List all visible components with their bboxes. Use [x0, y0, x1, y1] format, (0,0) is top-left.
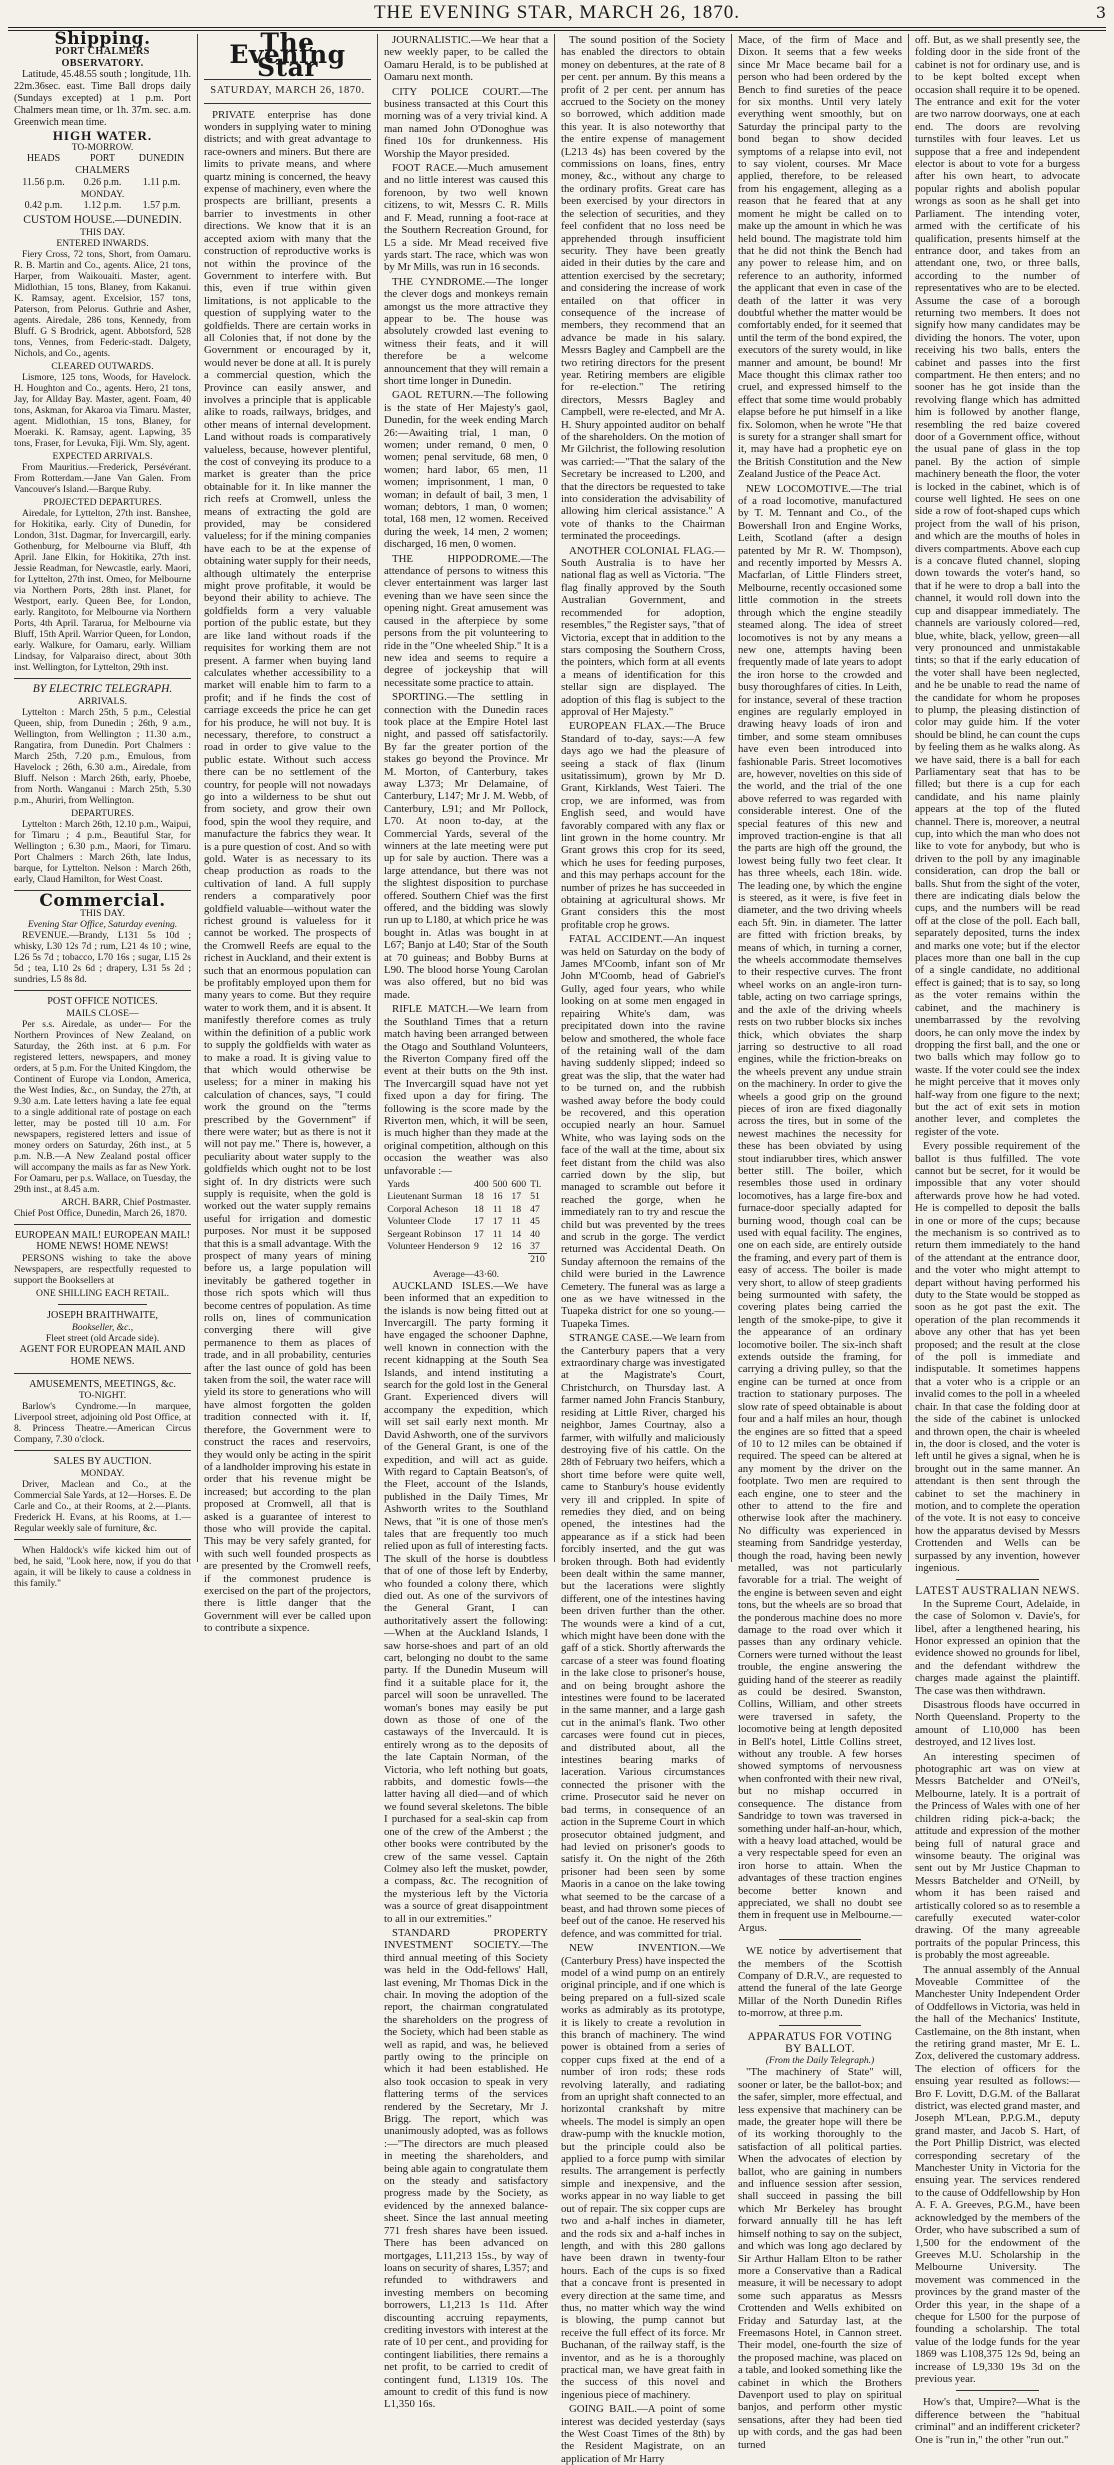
yards-head: Tl.: [530, 1178, 542, 1190]
tide-cell: 1.12 p.m.: [83, 199, 122, 211]
divider: [14, 1539, 191, 1540]
tide-cell: 11.56 p.m.: [22, 176, 65, 188]
table-row: [385, 1241, 547, 1254]
tide-cell: 0.26 p.m.: [83, 176, 122, 188]
colonial-flag-item: ANOTHER COLONIAL FLAG.—South Australia is to have her national flag as well as Victoria. "The flag finally approved by the South Australian Government, and recommended for adoption, resembles," the Register says, "that of Victoria, except that in addition to the stars composing the Southern Cross, the pointers, which form at all events a means of identification for this stellar sign are displayed. The adoption of this flag is subject to the approval of Her Majesty.": [561, 544, 725, 718]
apparatus-source: (From the Daily Telegraph.): [765, 2055, 875, 2067]
masthead: [0, 0, 1114, 26]
divider: [779, 1939, 861, 1940]
rifle-score: 18: [511, 1203, 522, 1215]
umpire-joke: How's that, Umpire?—What is the difference between the "habitual criminal" and an indifferent cricketer? One is "run in," the other "run out.": [915, 2396, 1080, 2446]
post-office-heading: POST OFFICE NOTICES.: [47, 995, 158, 1007]
column-6: [909, 34, 1086, 2446]
table-row: [385, 1254, 547, 1267]
rifle-total: 210: [530, 1254, 545, 1266]
post-office-text: Per s.s. Airedale, as under— For the Northern Provinces of New Zealand, on Saturday, the 26th inst. at 6 p.m. For registered letters, newspapers, and money orders, at 5 p.m. For the United Kingdom, the Continent of Europe via London, America, the West Indies, &c., on Sunday, the 27th, at 9.30 a.m. Late letters having a late fee equal to a single additional rate of postage on each letter, may be posted till 10 a.m. For newspapers, registered letters and issue of money orders on Saturday, 26th inst., at 5 p.m. N.B.—A New Zealand postal officer will accompany the mails as far as New York. For Oamaru, per p.s. Wallace, on Tuesday, the 29th inst., at 8.45 a.m.: [14, 1018, 191, 1195]
rifle-name: Corporal Acheson: [387, 1203, 459, 1215]
divider: [14, 990, 191, 991]
telegraph-heading: BY ELECTRIC TELEGRAPH.: [32, 683, 173, 696]
monday-label: MONDAY.: [80, 188, 125, 200]
commercial-office: Evening Star Office, Saturday evening.: [27, 918, 178, 930]
sales-heading: SALES BY AUCTION.: [53, 1456, 152, 1468]
table-row: [385, 1216, 547, 1228]
commercial-heading: Commercial.: [39, 890, 166, 911]
auckland-isles-item: AUCKLAND ISLES.—We have been informed that an expedition to the islands is now being fitted out at Invercargill. The party forming it have engaged the schooner Daphne, well known in connection with the recent kidnapping at the South Sea Islands, and intend instituting a search for the gold lost in the General Grant. Experienced divers will accompany the expedition, which will set sail early next month. Mr David Ashworth, one of the survivors of the General Grant, is one of the expedition, and will act as guide. With regard to Captain Beatson's, of the Fleet, account of the Islands, published in the Daily Times, Mr Ashworth writes to the Southland News, that "it is one of those men's tales that are frequently too much relied upon as full of interesting facts. The skull of the horse is doubtless that of one of those left by Enderby, who founded a colony there, which died out. As one of the survivors of the General Grant, I can authoritatively assert the following:—When at the Auckland Islands, I saw horse-shoes and part of an old cart, belonging no doubt to the same party. If the Dunedin Museum will find it a suitable place for it, the parcel will soon be unravelled. The woman's bones may easily be put down as those of one of the castaways of the Invercauld. It is entirely wrong as to the deposits of the late Captain Norman, of the Victoria, who left nothing but goats, rabbits, and domestic fowls—the latter having all died—and of which we found several skeletons. The bible I purchased for a seal-skin cap from one of the crew of the Amberst ; the other books were contributed by the crew of the same vessel. Captain Colmey also left the musket, powder, a compass, &c. The recognition of the mysterious left by the Victoria was a source of great disappointment to all in our extremities.": [384, 1279, 549, 1925]
strange-case-item: STRANGE CASE.—We learn from the Canterbury papers that a very extraordinary charge was investigated at the Magistrate's Court, Christchurch, on Thursday last. A farmer named John Francis Stanbury, residing at Little River, charged his neighbor, James Courtnay, also a farmer, with wilfully and maliciously destroying five of his cattle. On the 28th of February two heifers, which a short time before were quite well, came to Stanbury's house evidently very ill and crippled. In spite of remedies they died, and on being opened, the intestines had the appearance as if a stick had been forcibly inserted, and the gut was broken through. Both had evidently been dealt within the same manner, but the lacerations were slightly different, one of the intestines having been driven further than the other. The wounds were a kind of a cut, which might have been done with the gaff of a stick. Shortly afterwards the carcase of a steer was found floating in the lake close to prisoner's house, and on being brought ashore the intestines were found to be lacerated in the same manner, and a large gash cut in the animal's flank. Two other carcases were found cut in pieces, and distributed about, all the intestines bearing marks of laceration. Various circumstances connected the prisoner with the crime. Prosecutor said he never on bad terms, in consequence of an action in the Supreme Court in which prosecutor obtained judgment, and had levied on prisoner's goods to satisfy it. On the night of the 26th prisoner had been seen by some Maoris in a canoe on the lake towing what seemed to be the carcase of a beast, and had thrown some pieces of beef out of the canoe. He reserved his defence, and was committed for trial.: [561, 1332, 725, 1940]
rifle-name: Volunteer Clode: [387, 1216, 451, 1228]
tide-heads: [14, 153, 191, 177]
this-day-label: THIS DAY.: [80, 227, 125, 239]
rifle-score: 16: [492, 1191, 503, 1203]
rifle-score: 17: [492, 1216, 503, 1228]
divider: [956, 2390, 1039, 2391]
standard-property-item: STANDARD PROPERTY INVESTMENT SOCIETY.—The third annual meeting of this Society was held in the Odd-fellows' Hall, last evening, Mr Thomas Dick in the chair. In moving the adoption of the report, the chairman congratulated the shareholders on the progress of the Society, which had been stable as well as rapid, and was, he believed partly owing to the principle on which it had been established. He also took occasion to speak in very flattering terms of the services rendered by the Secretary, Mr J. Brigg. The report, which was unanimously adopted, was as follows :—"The directors are much pleased in meeting the shareholders, and being able again to congratulate them on the steady and satisfactory progress made by the Society, as evidenced by the annexed balance-sheet. Since the last annual meeting 771 fresh shares have been issued. There has been advanced on mortgages, L11,213 15s., by way of loans on security of shares, L357; and refunded to withdrawers and investing members on becoming borrowers, L1,213 1s 11d. After discounting accruing repayments, crediting investors with interest at the rate of 10 per cent., and providing for contingent liabilities, there remains a net profit, to be carried to credit of contingent fund, L1319 10s. The amount to credit of this fund is now L1,350 16s.: [384, 1926, 549, 2411]
cleared-text: Lismore, 125 tons, Woods, for Havelock. H. Houghton and Co., agents. Hero, 21 tons, Jay, for Allday Bay. Master, agent. Foam, 40 tons, Askman, for Akaroa via Timaru. Master, agent. Midlothian, 15 tons, Blaney, for Moeraki. K. Ramsay, agent. Lapwing, 35 tons, Fraser, for Levuka, Fiji. Wm. Sly, agent.: [14, 372, 191, 450]
masthead-title: THE EVENING STAR, MARCH 26, 1870.: [373, 2, 741, 23]
rifle-score: 11: [492, 1203, 503, 1215]
departures-heading: DEPARTURES.: [71, 807, 134, 819]
high-water-heading: HIGH WATER.: [52, 128, 153, 144]
observatory-heading: PORT CHALMERS OBSERVATORY.: [55, 45, 150, 69]
rifle-score: 11: [492, 1228, 503, 1240]
issue-date: SATURDAY, MARCH 26, 1870.: [210, 85, 365, 97]
divider: [14, 678, 191, 679]
rifle-score: 47: [530, 1203, 540, 1215]
rifle-score: 51: [530, 1191, 540, 1203]
ballot-conclusion: Every possible requirement of the ballot is thus fulfilled. The vote cannot but be secret, for it would be impossible that any voter should afterwards prove how he had voted. He is compelled to deposit the balls in one or more of the cups; because the mechanism is so contrived as to return them immediately to the hand of the attendant at the entrance door, and the voter who might attempt to depart without having performed his duty to the State would be stopped as soon as he got past the exit. The operation of the plan recommends it above any other that has yet been proposed; and the result at the close of the poll is immediate and indisputable. It sometimes happens that a voter who is a cripple or an invalid comes to the poll in a wheeled chair. In that case the folding door at the side of the cabinet is unlocked and thrown open, the chair is wheeled in, the door is closed, and the voter is left until he gives a signal, when he is brought out in the same manner. An attendant is then sent through the cabinet to set the machinery in motion, and to complete the operation of the vote. It is not easy to conceive how the apparatus devised by Messrs Crottenden and Wells can be surpassed by any invention, however ingenious.: [915, 1140, 1080, 1574]
column-5: [732, 34, 909, 2451]
entered-text: Fiery Cross, 72 tons, Short, from Oamaru. R. B. Martin and Co., agents. Alice, 21 tons, Harper, from Waikouaiti. Master, agent. Midlothian, 15 tons, Blaney, from Kakanui. K. Ramsay, agent. Excelsior, 157 tons, Paterson, from Pelorus. Guthrie and Asher, agents. Airedale, 286 tons, Kennedy, from Bluff. G S Brodrick, agent. Abbotsford, 528 tons, Vennes, from Federic-stadt. Dalgety, Nichols, and Co., agents.: [14, 249, 191, 360]
divider: [14, 1224, 191, 1225]
top-rule-thin: [8, 30, 1106, 31]
divider: [14, 1450, 191, 1451]
tide-cell: 1.57 p.m.: [142, 199, 181, 211]
cyndrome-item: THE CYNDROME.—The longer the clever dogs and monkeys remain amongst us the more attractive they appear to be. The house was absolutely crowded last evening to witness their feats, and it will therefore be a welcome announcement that they will remain a short time longer in Dunedin.: [384, 275, 548, 387]
divider: [204, 103, 371, 104]
arrivals-text: Lyttelton : March 25th, 5 p.m., Celestial Queen, ship, from Dunedin ; 26th, 9 a.m., Wellington, from Wellington ; 11.30 a.m., Rangatira, from Dunedin. Port Chalmers : March 25th, 7.20 p.m., Emulous, from Havelock ; 26th, 6.30 a.m., Airedale, from Bluff. Nelson : March 26th, early, Phoebe, from North. Wanganui : March 25th, 5.30 p.m., Ahuriri, from Wellington.: [14, 706, 191, 806]
persons-text: PERSONS wishing to take the above Newspapers, are respectfully requested to support the Booksellers at: [14, 1253, 191, 1287]
tide-cell: 1.11 p.m.: [142, 176, 181, 188]
yards-head: 600: [511, 1178, 527, 1190]
table-row: [385, 1191, 547, 1203]
amusements-heading: AMUSEMENTS, MEETINGS, &c.: [29, 1378, 176, 1390]
column-3: [378, 34, 555, 2411]
columns: [8, 28, 1106, 2465]
commercial-day: THIS DAY.: [80, 907, 125, 919]
yards-head: 500: [492, 1178, 508, 1190]
police-court-item: CITY POLICE COURT.—The business transacted at this Court this morning was of a very trivial kind. A man named John O'Donoghue was fined 10s for drunkenness. His Worship the Mayor presided.: [384, 85, 548, 160]
tonight-label: TO-NIGHT.: [78, 1390, 127, 1402]
apparatus-heading: APPARATUS FOR VOTING BY BALLOT.: [747, 2030, 893, 2055]
latest-news-heading: LATEST AUSTRALIAN NEWS.: [915, 1585, 1080, 1598]
divider: [956, 1579, 1039, 1580]
table-row: [385, 1204, 547, 1216]
journalistic-item: JOURNALISTIC.—We hear that a new weekly paper, to be called the Oamaru Herald, is to be published at Oamaru next month.: [384, 34, 548, 84]
latest-news-item: Disastrous floods have occurred in North Queensland. Property to the amount of L10,000 has been destroyed, and 12 lives lost.: [915, 1699, 1080, 1749]
divider: [779, 2025, 861, 2026]
rifle-average: Average—43·60.: [432, 1268, 500, 1280]
shilling-line: ONE SHILLING EACH RETAIL.: [36, 1288, 169, 1300]
amusements-text: Barlow's Cyndrome.—In marquee, Liverpool street, adjoining old Post Office, at 8. Princess Theatre.—American Circus Company, 7.30 o'clock.: [14, 1401, 191, 1446]
rifle-score: 45: [530, 1216, 540, 1228]
expected-heading: EXPECTED ARRIVALS.: [52, 451, 153, 463]
tide-head: PORT CHALMERS: [75, 153, 130, 176]
commercial-text: REVENUE.—Brandy, L131 5s 10d ; whisky, L30 12s 7d ; rum, L21 4s 10 ; wine, L26 5s 7d ; tobacco, L70 16s ; sugar, L15 2s 5d ; tea, L10 2s 6d ; drapery, L31 5s 2d ; sundries, L5 8s 8d.: [14, 929, 191, 985]
latest-news-item: An interesting specimen of photographic art was on view at Messrs Batchelder and O'Neil's, Melbourne, lately. It is a portrait of the Princess of Wales with one of her children riding pick-a-back; the attitude and expression of the mother being full of natural grace and winsome beauty. The original was sent out by Mr Justice Chapman to Messrs Batchelder and O'Neill, by whom it has been raised and artistically colored so as to resemble a carefully executed water-color drawing. Of the many agreeable portraits of the popular Princess, this is probably the most agreeable.: [915, 1750, 1080, 1962]
leader-article: PRIVATE enterprise has done wonders in supplying water to mining districts; and with great advantage to race-owners and miners. But there are limits to private means, and where quartz mining is concerned, the heavy expense of machinery, even where the prospects are brilliant, presents a barrier to investments in other directions. We know that it is an accepted axiom with many that the construction of reproductive works is not within the province of the Government to interfere with. But this, even if true within given limitations, is not applicable to the question of supplying water to the goldfields. There are certain works in all Colonies that, if not done by the Government or encouraged by it, would never be done at all. It is purely a commercial question, which the Province can easily answer, and involves a principle that is applicable alike to roads, railways, bridges, and other means of internal development. Land without roads is comparatively valueless, because, however plentiful, the cost of conveying its produce to a market is greater than the price obtainable for it. In like manner the rich reefs at Cromwell, unless the means of extracting the gold are provided, may be considered valueless; for if the mining companies have each to be at the expense of obtaining water supply for their needs, although ultimately the enterprise might prove profitable, it would be beyond their ability to achieve. The goldfields form a very valuable portion of the public estate, but they are like land without roads if the requisites for working them are not present. A farmer when buying land calculates whether accessibility to a market will enable him to farm to a profit; and if he finds the cost of carriage exceeds the price he can get for his produce, he will not buy. It is necessary, therefore, to construct a road in order to give value to the public estate. Without such access there can be no settlement of the country, for people will not nowadays go into a wilderness to be shut out from society, and grow their own food, spin the wool they require, and manufacture the fabrics they wear. It is a pure question of cost. And so with gold. Water is as necessary to its cheap production as roads to the cultivation of land. A full supply renders a comparatively poor goldfield valuable—without water the richest ground is valueless for it cannot be worked. The prospects of the Cromwell Reefs are equal to the richest in Auckland, and their extent is such that an enormous population can be profitably employed upon them for many years to come. But they require water to work them, and it is absent. It manifestly therefore comes as truly within the definition of a public work to supply the goldfields with water as to make a road. It is giving value to that which would otherwise be useless; for a miner in making his calculation of chances, says, "I could work the ground on the "terms prescribed by the Government" if there were water; but as there is not it will not pay me." There is, however, a peculiarity about water supply to the goldfields which ought not to be lost sight of. In dry districts were such supply is requisite, when the gold is worked out the water supply remains useful for irrigation and domestic purposes. Nor must it be supposed that this is a small advantage. With the prospect of many years of mining before us, a large population will inevitably be gathered together in those rich spots which will thus become centres of population. As time rolls on, lines of communication converging there will give permanence to them as places of trade, and in all probability, centuries after the last ounce of gold has been taken from the soil, the water race will yield its store to generations who will have almost forgotten the golden tradition connected with it. If, therefore, the Government were to construct the races and reservoirs, they would only be acting in the spirit of a landholder improving his estate in order that his revenue might be increased; but according to the plan proposed at Cromwell, all that is asked is a guarantee of interest to those who will provide the capital. This may be very safely granted, for with such well founded prospects as are presented by the Cromwell reefs, if the commonest prudence is exercised on the part of the projectors, there is little danger that the Government will ever be called upon to contribute a sixpence.: [204, 108, 371, 1635]
divider: [14, 1373, 191, 1374]
observatory-text: Latitude, 45.48.55 south ; longitude, 11h. 22m.36sec. east. Time Ball drops daily (Sundays excepted) at 1 p.m. Port Chalmers mean time, or 1h. 37m. sec. a.m. Greenwich mean time.: [14, 69, 191, 128]
ballot-continued: off. But, as we shall presently see, the folding door in the side front of the cabinet is not for ordinary use, and is to be kept bolted except when occasion shall require it to be opened. The entrance and exit for the voter are two narrow doorways, one at each end. The doors are revolving turnstiles with four leaves. Let us suppose that a free and independent elector is about to vote for a burgess after his own heart, to advocate popular rights and abolish popular wrongs as soon as he shall get into Parliament. The intending voter, armed with the certificate of his qualification, presents himself at the entrance door, and takes from an attendant one, two, or three balls, according to the number of representatives who are to be elected. Assume the case of a borough returning two members. It does not signify how many candidates may be dividing the honors. The voter, upon receiving his two balls, enters the cabinet and passes into the first compartment. He then enters; and no sooner has he got inside than the revolving flange which has admitted him is followed by another flange, resembling the red baize covered door of a Government office, without the usual pane of glass in the top panel. By the action of simple machinery beneath the floor, the voter is locked in the cabinet, which is of course well lighted. He sees on one side a row of foot-shaped cups which project from the wall of his prison, and which are the mouths of holes in divers compartments. Above each cup is a concave fluted channel, sloping down towards the voter's hand, so that if he were to drop a ball into the channel, it would roll down into the cup and disappear immediately. The channels are variously colored—red, blue, white, black, yellow, green—all very pronounced and unmistakable tints; so that if the early education of the voter shall have been neglected, and he be unable to read the name of the candidate for whom he proposes to plump, the pleasing distinction of color may guide him. If the voter should be blind, he can count the cups by feeling them as he walks along. As we have said, there is a ball for each Parliamentary seat that has to be filled; but there is a cup for each candidate, and his name plainly appears at the top of the fluted channel. There is, moreover, a neutral cup, into which the man who does not like to vote for anybody, but who is driven to the poll by any imaginable consideration, can drop the ball or balls. Shut from the sight of the voter, there are indicating dials below the cups, and the numbers will be read off at the close of the poll. Each ball, separately deposited, turns the index and marks one vote; but if the elector places more than one ball in the cup of a single candidate, no additional effect is gained; that is to say, so long as the voter remains within the cabinet, and the machinery is unembarrassed by the revolving doors, he can only move the index by dropping the first ball, and the one or two balls which may follow go to waste. If the voter could see the index he might perceive that it moves only half-way from one figure to the next; but the act of exit sets in motion another lever, and completes the register of the vote.: [915, 34, 1080, 1138]
apparatus-article: "The machinery of State" will, sooner or later, be the ballot-box; and the safer, simpler, more effectual, and less expensive that machinery can be made, the greater hope will there be of its working thoroughly to the satisfaction of all political parties. When the advocates of election by ballot, who are gaining in numbers and influence session after session, shall succeed in passing the bill which Mr Berkeley has brought forward annually till he has left himself nothing to say on the subject, and which was long ago declared by Sir Arthur Hallam Elton to be rather more a Conservative than a Radical measure, it will be necessary to adopt some such apparatus as Messrs Crottenden and Wells exhibited on Friday and Saturday last, at the Freemasons Hotel, in Cannon street. Their model, one-fourth the size of the proposed machine, was placed on a table, and looked something like the cabinet in which the Brothers Davenport used to play on spiritual banjos, and perform other mystic sensations, after they had been tied up with cords, and the gas had been turned: [738, 2066, 903, 2451]
rifle-score: 37: [530, 1241, 540, 1252]
sporting-item: SPORTING.—The settling in connection with the Dunedin races took place at the Empire Hotel last night, and passed off satisfactorily. By far the greater portion of the stakes go beyond the Province. Mr M. Morton, of Canterbury, takes away L373; Mr Delamaine, of Canterbury, L147; Mr J. M. Webb, of Canterbury, L91; and Mr Pollock, L70. At noon to-day, at the Commercial Yards, several of the winners at the late meeting were put up for sale by auction. There was a large attendance, but there was not the slightest disposition to purchase offered. Southern Chief was the first offered, and the bidding was slowly run up to L180, at which price he was bought in. Atlas was bought in at L67; Banjo at L40; Star of the South at 70 guineas; and Bobby Burns at L90. The blood horse Young Carolan was also offered, but no bid was made.: [384, 691, 548, 1001]
haldock-text: When Haldock's wife kicked him out of bed, he said, "Look here, now, if you do that again, it will be likely to cause a coldness in this family.": [14, 1545, 191, 1590]
mails-close-label: MAILS CLOSE—: [66, 1007, 139, 1019]
gaol-return-item: GAOL RETURN.—The following is the state of Her Majesty's gaol, Dunedin, for the week ending March 26:—Awaiting trial, 1 man, 0 women; under remand, 0 men, 0 women; penal servitude, 68 men, 0 women; hard labor, 65 men, 11 women; imprisonment, 1 man, 0 woman; in default of bail, 3 men, 1 woman; debtors, 1 man, 0 women; total, 168 men, 12 women. Received during the week, 14 men, 2 women; discharged, 16 men, 0 women.: [384, 389, 548, 551]
entered-heading: ENTERED INWARDS.: [56, 238, 149, 250]
rifle-score: 16: [511, 1241, 522, 1253]
arrivals-heading: ARRIVALS.: [77, 695, 128, 707]
tide-cell: 0.42 p.m.: [24, 199, 63, 211]
latest-news-item: The annual assembly of the Annual Moveable Committee of the Manchester Unity Independent Order of Oddfellows in Victoria, was held in the hall of the Mechanics' Institute, Castlemaine, on the 8th instant, when the retiring grand master, Mr E. L. Zox, delivered the customary address. The election of officers for the ensuing year resulted as follows:—Bro F. Lovitt, D.G.M. of the Ballarat district, was elected grand master, and Joseph M'Lean, P.P.G.M., deputy grand master, and Jacob S. Hart, of the Port Phillip District, was elected corresponding secretary of the Manchester Unity in Victoria for the ensuing year. The services rendered to the cause of Oddfellowship by Hon A. F. A. Greeves, P.G.M., have been acknowledged by the members of the Order, who have subscribed a sum of 1,500 for the endowment of the Greeves M.U. Scholarship in the Melbourne University. The movement was commenced in the provinces by the grand master of the Order this year, in the shape of a cheque for L500 for the purpose of founding a scholarship. The total value of the lodge funds for the year 1869 was L108,375 12s 9d, being an increase of L9,330 19s 3d on the previous year.: [915, 1963, 1080, 2385]
post-signature: ARCH. BARR, Chief Postmaster.: [60, 1196, 191, 1208]
yards-head: 400: [474, 1178, 489, 1190]
rifle-score-table: [385, 1179, 547, 1267]
rifle-score: 14: [511, 1228, 522, 1240]
rifle-score: 18: [474, 1203, 484, 1215]
braithwaite-name: JOSEPH BRAITHWAITE,: [47, 1310, 158, 1322]
rifle-score: 17: [474, 1216, 484, 1228]
latest-news-item: In the Supreme Court, Adelaide, in the case of Solomon v. Davie's, for libel, after a lengthened hearing, his Honor expressed an opinion that the evidence showed no grounds for libel, and the defendant withdrew the charges made against the plaintiff. The case was then withdrawn.: [915, 1597, 1080, 1697]
bookseller-line: Bookseller, &c.,: [71, 1321, 134, 1333]
tide-head: DUNEDIN: [138, 153, 185, 165]
hippodrome-item: THE HIPPODROME.—The attendance of persons to witness this clever entertainment was larger last evening than we have seen since the opening night. Great amusement was caused in the afterpiece by some persons from the pit volunteering to ride in the "One wheeled Ship." It is a new idea and seems to require a degree of jockeyship that will necessitate some practice to attain.: [384, 552, 548, 689]
page-number: 3: [1095, 3, 1106, 22]
going-bail-item: GOING BAIL.—A point of some interest was decided yesterday (says the West Coast Times of the 8th) by the Resident Magistrate, on an application of Mr Harry: [561, 2403, 725, 2465]
rifle-score: 17: [511, 1191, 522, 1203]
agent-line: AGENT FOR EUROPEAN MAIL AND HOME NEWS.: [19, 1343, 186, 1367]
bail-continued: Mace, of the firm of Mace and Dixon. It seems that a few weeks since Mr Mace became bail for a person who had been ordered by the Bench to find sureties of the peace for six months. Until very lately everything went smoothly, but on Saturday the principal party to the bond began to show decided symptoms of a relapse into evil, not to say violent, courses. Mr Mace applied, therefore, to be released from his engagement, alleging as a reason that he feared that at any moment he might be called on to make up the amount in which he was held bound. The magistrate told him that he did not think the Bench had any power to release him, and on reference to an authority, informed the applicant that even in case of the death of the latter it was very doubtful whether the matter would be comfortably ended, for it seemed that until the term of the bond expired, the executors of the surety would, in like manner and amount, be bound! Mr Mace thought this climax rather too cruel, and expressed himself to the effect that some time would probably elapse before he put himself in a like fix. Solomon, when he wrote "He that is surety for a stranger shall smart for it, may have had a prophetic eye on the British Constitution and the New Zealand Justice of the Peace Act.: [738, 34, 902, 481]
tide-row: [14, 177, 191, 189]
post-office-date: Chief Post Office, Dunedin, March 26, 1870.: [14, 1207, 188, 1219]
sales-monday-label: MONDAY.: [80, 1468, 125, 1480]
projected-heading: PROJECTED DEPARTURES.: [43, 497, 162, 509]
rifle-name: Sergeant Robinson: [387, 1228, 462, 1240]
fatal-accident-item: FATAL ACCIDENT.—An inquest was held on Saturday on the body of James M'Coomb, infant son of Mr John M'Coomb, head of Gabriel's Gully, aged four years, who while looking on at some men engaged in repairing White's dam, was precipitated down into the ravine below and smothered, the whole face of the retaining wall of the dam having suddenly slipped; indeed so great was the slip, that the water had to be turned on, and the rubbish washed away before the body could be recovered, and this operation occupied nearly an hour. Samuel White, who was laying sods on the face of the wall at the time, about six feet distant from the child was also carried down by the slip, but managed to scramble out before it reached the gorge, when he immediately ran to try and rescue the child but was prevented by the trees and scrub in the gorge. The verdict returned was Accidental Death. On Sunday afternoon the remains of the child were buried in the Lawrence Cemetery. The funeral was as large a one as we have witnessed in the Tuapeka district for one so young.—Tuapeka Times.: [561, 933, 725, 1330]
european-flax-item: EUROPEAN FLAX.—The Bruce Standard of to-day, says:—A few days ago we had the pleasure of seeing a stack of flax (linum usitatissimum), grown by Mr D. Grant, Kirklands, West Taieri. The crop, we are informed, was from English seed, and would have favorably compared with any flax or lint grown in the home country. Mr Grant grows this crop for its seed, which he uses for feeding purposes, and this may perhaps account for the number of prizes he has succeeded in obtaining at agricultural shows. Mr Grant considers this the most profitable crop he grows.: [561, 720, 725, 931]
fleet-street-line: Fleet street (old Arcade side).: [45, 1332, 160, 1344]
tide-head: HEADS: [26, 153, 61, 165]
rifle-name: Volunteer Henderson: [387, 1241, 470, 1253]
shipping-heading: Shipping.: [54, 29, 151, 49]
rifle-score: 18: [474, 1191, 484, 1203]
departures-text: Lyttelton : March 26th, 12.10 p.m., Waipui, for Timaru ; 4 p.m., Beautiful Star, for Wellington ; 6.30 p.m., Maori, for Timaru. Port Chalmers : March 26th, late Indus, barque, for Lyttelton. Nelson : March 26th, early, Claud Hamilton, for West Coast.: [14, 818, 191, 885]
rifle-score: 9: [474, 1241, 479, 1253]
expected-text: From Mauritius.—Frederick, Persévérant. From Rotterdam.—Jane Van Galen. From Vancouver's Island.—Barque Ruby.: [14, 462, 191, 496]
new-locomotive-item: NEW LOCOMOTIVE.—The trial of a road locomotive, manufactured by T. M. Tennant and Co., of the Bowershall Iron and Engine Works, Leith, Scotland (after a design patented by Mr R. W. Thompson), and recently imported by Messrs A. Macfarlan, of Little Flinders street, Melbourne, recently occasioned some little commotion in the streets through which the engine steadily steamed along. The idea of street locomotives is not by any means a new one, attempts having been frequently made of late years to adopt the iron horse to the crowded and busy thoroughfares of cities. In Leith, for instance, several of these traction engines are regularly employed in drawing heavy loads of iron and timber, and some steam omnibuses have even been introduced into fashionable Paris. Street locomotives are, however, novelties on this side of the world, and the trial of the one above referred to was regarded with considerable interest. One of the special features of this new and improved traction-engine is that all the parts are high off the ground, the lowest being fully two feet clear. It has three wheels, each 18in. wide. The leading one, by which the engine is steered, as it were, is five feet in diameter, and the two driving wheels each 5ft. 9in. in diameter. The latter are fitted with friction breaks, by means of which, in turning a corner, the wheels accommodate themselves to their respective curves. The front wheel works on an angle-iron turn-table, acting on two carriage springs, and the axle of the driving wheels rests on two rubber blocks six inches thick, which obviates the sharp jarring so destructive to all road engines, while the friction-breaks on the wheels prevent any undue strain on the machinery. In order to give the wheels a good grip on the ground pieces of iron are fixed diagonally across the tires, but in some of the newest machines the necessity for these has been obviated by using stout indiarubber tires, which answer better still. The boiler, which resembles those used in ordinary locomotives, has a large fire-box and furnace-door specially adapted for burning wood, though coal can be used with equal facility. The engines, one on each side, are entirely outside the framing, and every part of them is easy of access. The boiler is made very short, to allow of steep gradients being surmounted with safety, the covering plates being carried the length of the smoke-pipe, to give it the appearance of an ordinary locomotive boiler. The six-inch shaft extends outside the framing, for carrying a driving pulley, so that the engine can be turned at once from traction to stationary purposes. The slow rate of speed obtainable is about four and a half miles an hour, though the engines are so fitted that a speed of 10 to 12 miles can be obtained if required. The speed can be altered at any moment by the driver on the footplate. Two men are required to each engine, one to steer and the other to attend to the fire and otherwise look after the machinery. No difficulty was experienced in steaming from Sandridge yesterday, though the road, having been newly metalled, was not particularly favorable for a trial. The weight of the engine is between seven and eight tons, but the wheels are so broad that the ponderous machine does no more damage to the road over which it passes than any ordinary vehicle. Corners were turned without the least trouble, the engine answering the guiding hand of the steerer as readily as could be desired. Swanston, Collins, William, and other streets were traversed in safety, the locomotive being at length deposited in Bell's hotel, Little Collins street, without any trouble. A few horses showed symptoms of nervousness when confronted with their new rival, but no mishap occurred in consequence. The distance from Sandridge to town was traversed in something under half-an-hour, which, with a heavy load attached, would be a very respectable speed for even an iron horse to attain. When the advantages of these traction engines become better known and appreciated, we shall no doubt see them in frequent use in Melbourne.—Argus.: [738, 482, 902, 1934]
table-row: [385, 1229, 547, 1241]
rifle-score: 40: [530, 1228, 540, 1240]
tide-row: [14, 200, 191, 212]
newspaper-logo: The Evening Star: [229, 28, 346, 82]
projected-text: Airedale, for Lyttelton, 27th inst. Banshee, for Hokitika, early. City of Dunedin, for London, 31st. Dagmar, for Invercargill, early. Gothenburg, for Melbourne via Bluff, 4th April. Jane Elkin, for Hokitika, 27th inst. Jessie Readman, for Newcastle, early. Maori, for Lyttelton, 27th inst. Omeo, for Melbourne via Northern Ports, 28th inst. Planet, for Westport, early. Queen Bee, for London, early. Rangitoto, for Melbourne via Northern Ports, 4th April. Tararua, for Melbourne via Bluff, 15th April. Warrior Queen, for London, early. Walkure, for Oamaru, early. William Lindsay, for Valparaiso direct, about 30th inst. Wellington, for Lyttelton, 29th inst.: [14, 508, 191, 674]
column-1: [8, 29, 198, 1590]
new-invention-item: NEW INVENTION.—We (Canterbury Press) have inspected the model of a wind pump on an entirely original principle, and if one which is being prepared on a full-sized scale works as admirably as its prototype, it is likely to create a revolution in this branch of machinery. The wind power is obtained from a series of copper cups fixed at the end of a number of iron rods; these rods revolving laterally, and radiating from an upright shaft connected to an horizontal crankshaft by mitre wheels. The model is simply an open draw-pump with the knuckle motion, but the principle could also be applied to a force pump with similar results. The arrangement is perfectly simple and inexpensive, and the works appear in no way liable to get out of repair. The six copper cups are two and a-half inches in diameter, and the rods six and a-half inches in length, and with this 280 gallons have been drawn in twenty-four hours. Each of the cups is so fixed that a concave front is presented in every direction at the same time, and thus, no matter which way the wind is blowing, the pump cannot but receive the full effect of its force. Mr Buchanan, of the railway staff, is the inventor, and as he is a thoroughly practical man, we have great faith in the success of this novel and ingenious piece of machinery.: [561, 1942, 725, 2401]
yards-label: Yards: [387, 1178, 410, 1190]
divider: [58, 1304, 147, 1305]
rifle-score: 17: [474, 1228, 484, 1240]
top-rule: [8, 27, 1106, 28]
rifle-score: 11: [511, 1216, 521, 1228]
rifle-score: 12: [492, 1241, 503, 1253]
cleared-heading: CLEARED OUTWARDS.: [51, 361, 154, 373]
column-4: [555, 34, 732, 2465]
custom-house-heading: CUSTOM HOUSE.—DUNEDIN.: [23, 214, 182, 227]
to-morrow-label: TO-MORROW.: [71, 142, 134, 154]
sales-text: Driver, Maclean and Co., at the Commercial Sale Yards, at 12—Horses. E. De Carle and Co., at their Rooms, at 2.—Plants. Frederick H. Evans, at his Rooms, at 1.—Regular weekly sale of furniture, &c.: [14, 1479, 191, 1535]
table-row: [385, 1179, 547, 1191]
rifle-match-item: RIFLE MATCH.—We learn from the Southland Times that a return match having been arranged between the Otago and Southland Volunteers, the Riverton Company fired off the event at their butts on the 9th inst. The Invercargill squad have not yet fixed upon a day for firing. The following is the score made by the Riverton men, which, it will be seen, is much higher than they made at the original competition, although on this occasion the weather was also unfavorable :—: [384, 1003, 548, 1177]
rifle-name: Lieutenant Surman: [387, 1191, 463, 1203]
foot-race-item: FOOT RACE.—Much amusement and no little interest was caused this forenoon, by two well known citizens, to wit, Messrs C. R. Mills and F. Mead, running a foot-race at the Southern Recreation Ground, for L5 a side. Mr Mead received five yards start. The race, which was won by Mr Mills, was run in 16 seconds.: [384, 162, 548, 274]
column-2: [198, 28, 378, 1635]
funeral-notice: WE notice by advertisement that the members of the Scottish Company of D.R.V., are requested to attend the funeral of the late George Millar of the North Dunedin Rifles to-morrow, at three p.m.: [738, 1945, 902, 2020]
european-mail-heading: EUROPEAN MAIL! EUROPEAN MAIL! HOME NEWS! HOME NEWS!: [14, 1229, 191, 1253]
society-item: The sound position of the Society has enabled the directors to obtain money on debentures, at the rate of 8 per cent. per annum. By this means a profit of 2 per cent. per annum has accrued to the Society on the money so borrowed, which addition made this year. It is also noteworthy that the entire expense of management (L213 4s) has been covered by the commissions on loans, fines, entry money, &c., without any charge to the ordinary profits. Great care has been exercised by your directors in the selection of securities, and they feel confident that no loss need be apprehended through insufficient security. They have been greatly aided in their duties by the care and attention exercised by the secretary; and considering the increase of work entailed on that officer in consequence of the increase of members, they recommend that an advance be made in his salary. Messrs Bagley and Campbell are the two retiring directors for the present year. Retiring members are eligible for re-election." The retiring directors, Messrs Bagley and Campbell, were re-elected, and Mr A. H. Shury appointed auditor on behalf of the shareholders. On the motion of Mr Gilchrist, the following resolution was carried:—"That the salary of the Secretary be increased to L200, and that the directors be requested to take into consideration the advisability of allowing him clerical assistance." A vote of thanks to the Chairman terminated the proceedings.: [561, 34, 725, 543]
